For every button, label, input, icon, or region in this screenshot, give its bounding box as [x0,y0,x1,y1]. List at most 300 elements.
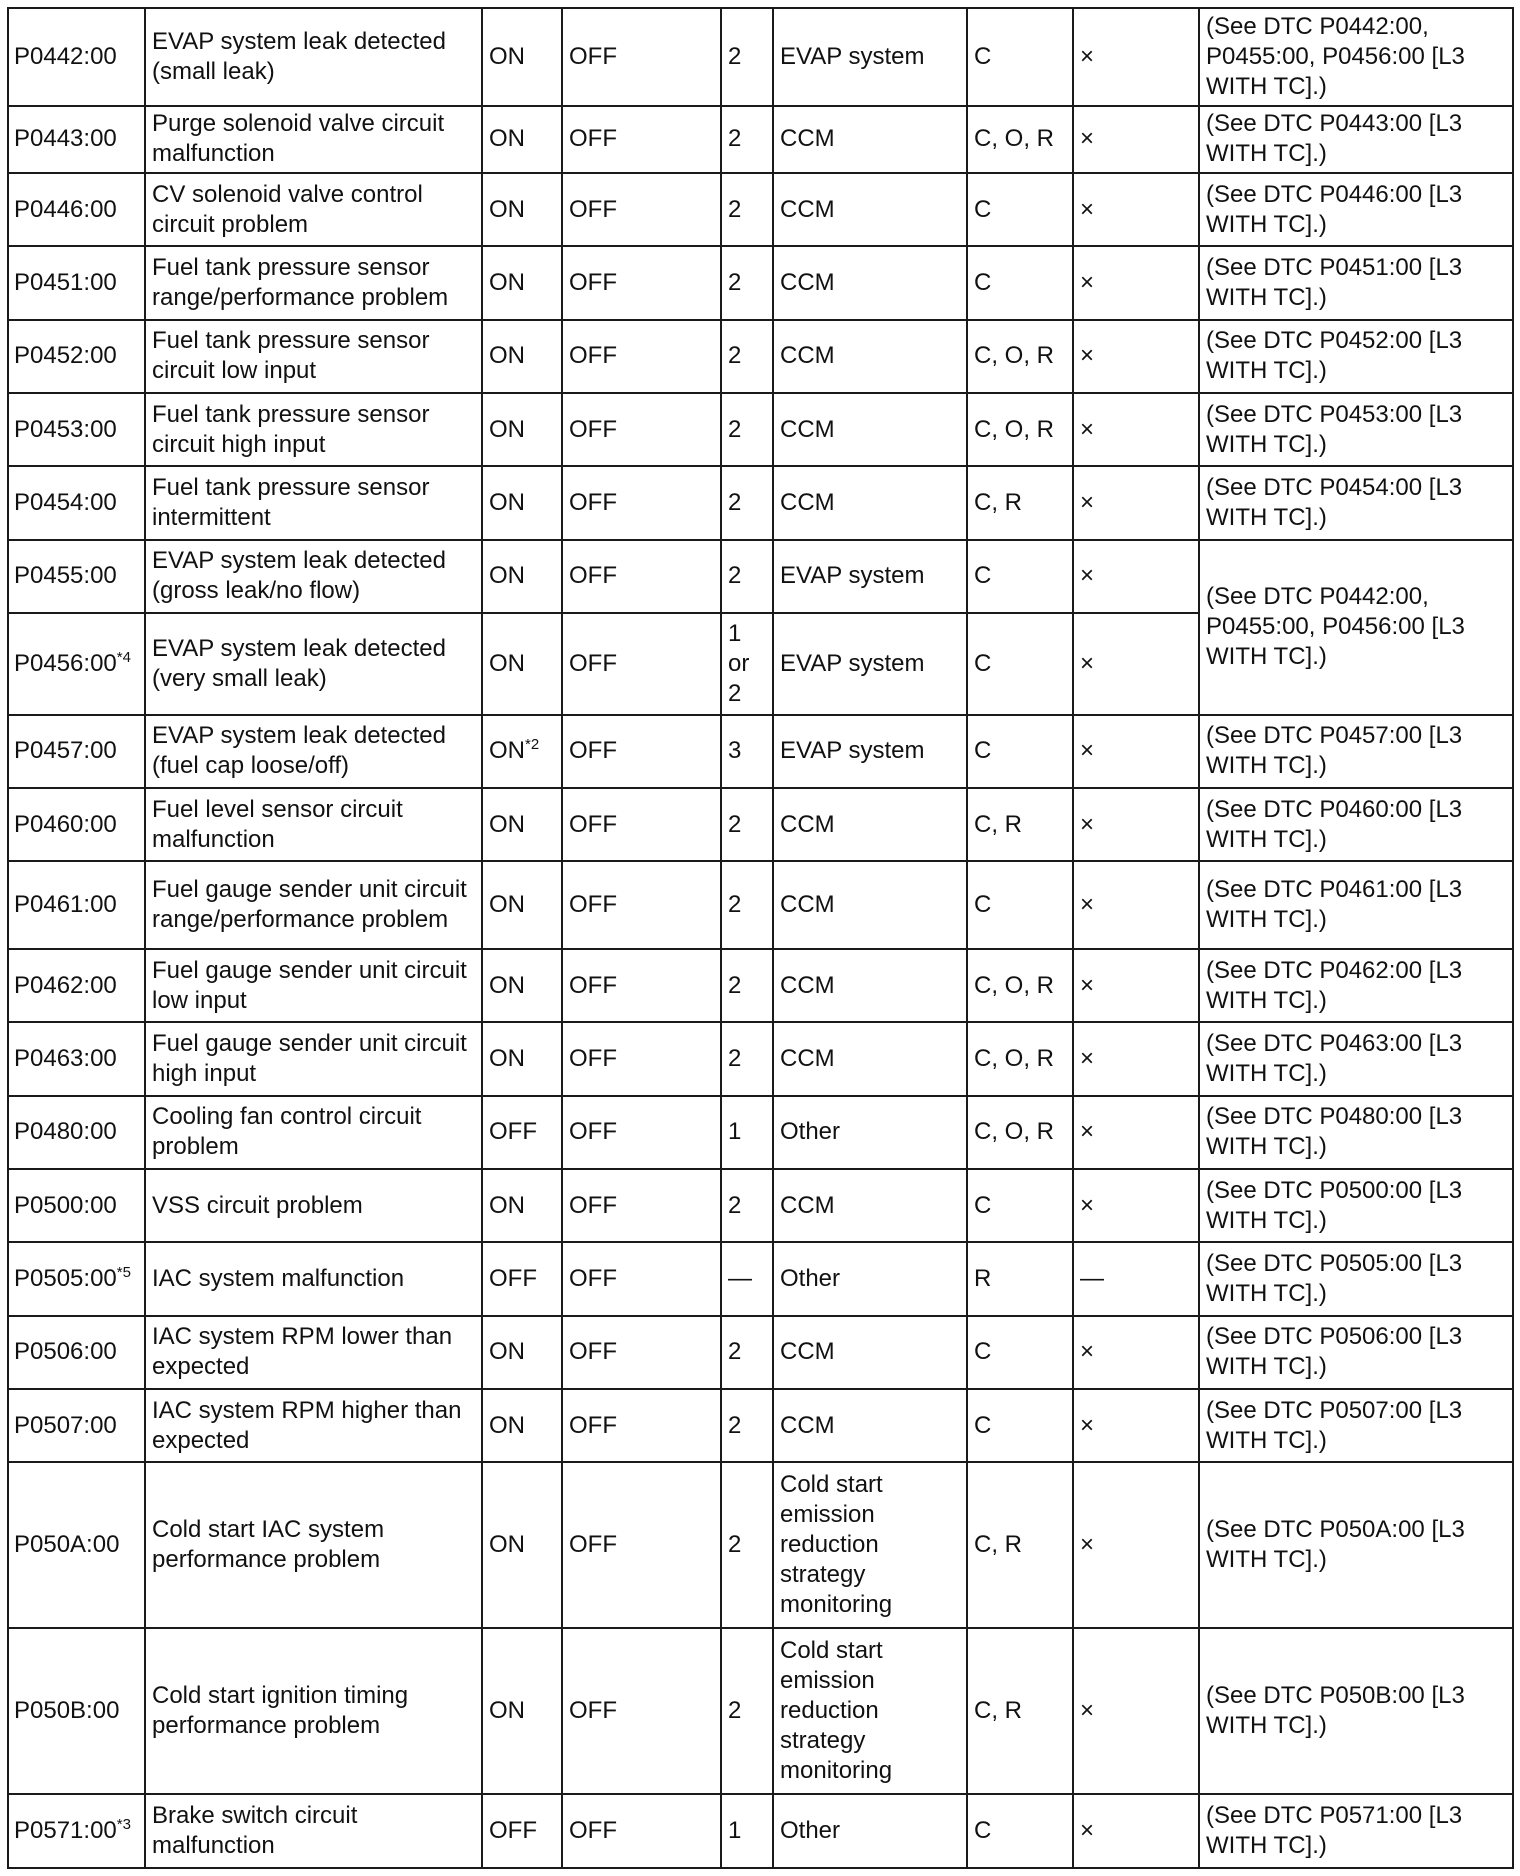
dtc-memory-type-cell [967,173,1073,246]
self-test-mark-cell [1073,613,1199,715]
dtc-description-cell [145,613,482,715]
mil-status: ON [489,415,525,443]
drive-cycle-count: 2 [728,488,742,516]
drive-cycle-count: 2 [728,971,742,999]
drive-cycle-count-cell [721,106,773,173]
drive-cycle-count-cell [721,1096,773,1169]
dtc-description: Purge solenoid valve circuit malfunction [152,110,445,168]
monitor-item: Cold start emission reduction strategy monitoring [780,1471,893,1619]
dtc-memory-type-cell [967,949,1073,1022]
dc-status: OFF [569,488,617,516]
self-test-mark: × [1080,415,1095,443]
dc-status: OFF [569,1338,617,1366]
dtc-code-cell [8,1096,145,1169]
self-test-mark: × [1080,891,1095,919]
dc-status: OFF [569,1045,617,1073]
monitor-item: CCM [780,268,835,296]
self-test-mark: × [1080,42,1095,70]
dtc-description-cell [145,949,482,1022]
mil-status-cell [482,861,562,949]
mil-status: ON [489,42,525,70]
monitor-item-cell [773,320,967,393]
dc-status: OFF [569,415,617,443]
dtc-memory-type: C [974,649,992,677]
dtc-description: IAC system RPM higher than expected [152,1396,462,1454]
dtc-code: P0455:00 [14,562,117,590]
monitor-item: CCM [780,125,835,153]
dtc-code-cell [8,1462,145,1628]
dtc-memory-type: C, R [974,810,1022,838]
reference-page-cell [1199,393,1513,466]
mil-status-cell [482,106,562,173]
dtc-description: Cooling fan control circuit problem [152,1103,422,1161]
self-test-mark-cell [1073,393,1199,466]
self-test-mark-cell [1073,1389,1199,1462]
self-test-mark: × [1080,562,1095,590]
dc-status-cell [562,393,721,466]
mil-status: ON [489,268,525,296]
table-row [8,1794,1513,1868]
table-row [8,540,1513,613]
self-test-mark: × [1080,268,1095,296]
table-row [8,949,1513,1022]
drive-cycle-count-cell [721,1462,773,1628]
dtc-code: P0443:00 [14,125,117,153]
mil-status: ON [489,971,525,999]
mil-status-cell [482,466,562,539]
dtc-description-cell [145,788,482,861]
table-row [8,715,1513,788]
reference-page: (See DTC P0451:00 [L3 WITH TC].) [1206,253,1463,311]
self-test-mark-cell [1073,949,1199,1022]
drive-cycle-count-cell [721,1389,773,1462]
mil-status: ON [489,1531,525,1559]
mil-status-cell [482,320,562,393]
monitor-item: Cold start emission reduction strategy monitoring [780,1637,893,1785]
dc-status-cell [562,1022,721,1095]
drive-cycle-count-cell [721,613,773,715]
drive-cycle-count-cell [721,540,773,613]
monitor-item: CCM [780,415,835,443]
table-row [8,320,1513,393]
self-test-mark: × [1080,1531,1095,1559]
self-test-mark: × [1080,737,1095,765]
self-test-mark: × [1080,810,1095,838]
dtc-table [7,7,1514,1869]
drive-cycle-count: 2 [728,1338,742,1366]
table-row [8,466,1513,539]
self-test-mark-cell [1073,540,1199,613]
reference-page: (See DTC P0480:00 [L3 WITH TC].) [1206,1103,1463,1161]
dc-status: OFF [569,562,617,590]
dc-status-cell [562,8,721,106]
reference-page-cell [1199,1462,1513,1628]
dc-status: OFF [569,1265,617,1293]
drive-cycle-count-cell [721,861,773,949]
mil-status: ON [489,195,525,223]
table-row [8,1096,1513,1169]
self-test-mark-cell [1073,861,1199,949]
dtc-description-cell [145,1462,482,1628]
dtc-description-cell [145,106,482,173]
dc-status: OFF [569,971,617,999]
dc-status: OFF [569,1411,617,1439]
dtc-memory-type-cell [967,1169,1073,1242]
dtc-code: P0446:00 [14,195,117,223]
monitor-item: CCM [780,1045,835,1073]
table-row [8,1242,1513,1315]
reference-page-cell [1199,173,1513,246]
dc-status-cell [562,246,721,319]
mil-status: ON [489,1411,525,1439]
self-test-mark-cell [1073,173,1199,246]
reference-page: (See DTC P0571:00 [L3 WITH TC].) [1206,1802,1463,1860]
reference-page-cell [1199,106,1513,173]
dtc-description: EVAP system leak detected (small leak) [152,27,446,85]
drive-cycle-count: 2 [728,891,742,919]
dtc-code-cell [8,613,145,715]
monitor-item-cell [773,466,967,539]
dtc-code-cell [8,106,145,173]
mil-status: ON [489,488,525,516]
drive-cycle-count-cell [721,1316,773,1389]
dtc-memory-type-cell [967,1316,1073,1389]
drive-cycle-count-cell [721,1242,773,1315]
drive-cycle-count: 2 [728,810,742,838]
reference-page: (See DTC P0463:00 [L3 WITH TC].) [1206,1030,1463,1088]
dtc-description-cell [145,1022,482,1095]
reference-page: (See DTC P0446:00 [L3 WITH TC].) [1206,180,1463,238]
dtc-memory-type-cell [967,1389,1073,1462]
reference-page: (See DTC P0454:00 [L3 WITH TC].) [1206,473,1463,531]
dc-status: OFF [569,891,617,919]
dtc-code: P050B:00 [14,1697,120,1725]
mil-status-cell [482,788,562,861]
self-test-mark-cell [1073,715,1199,788]
dtc-code-cell [8,320,145,393]
dtc-memory-type: C [974,1411,992,1439]
monitor-item-cell [773,106,967,173]
dtc-memory-type-cell [967,466,1073,539]
dtc-description: VSS circuit problem [152,1191,363,1219]
drive-cycle-count: 1 [728,1817,742,1845]
dtc-code: P0500:00 [14,1191,117,1219]
dtc-memory-type: C [974,737,992,765]
dtc-code-cell [8,1169,145,1242]
dtc-code: P0463:00 [14,1045,117,1073]
reference-page: (See DTC P050B:00 [L3 WITH TC].) [1206,1682,1465,1740]
reference-page: (See DTC P050A:00 [L3 WITH TC].) [1206,1516,1465,1574]
dtc-memory-type-cell [967,715,1073,788]
dtc-memory-type-cell [967,1462,1073,1628]
dtc-memory-type-cell [967,106,1073,173]
dtc-description-cell [145,320,482,393]
mil-status: ON [489,1338,525,1366]
dtc-code-cell [8,1022,145,1095]
drive-cycle-count: — [728,1265,752,1293]
reference-page-cell [1199,8,1513,106]
dtc-memory-type: C, R [974,1531,1022,1559]
table-row [8,1022,1513,1095]
self-test-mark-cell [1073,1628,1199,1794]
monitor-item-cell [773,246,967,319]
mil-status: ON [489,342,525,370]
mil-status-cell [482,540,562,613]
drive-cycle-count-cell [721,8,773,106]
table-row [8,1316,1513,1389]
monitor-item-cell [773,173,967,246]
drive-cycle-count: 2 [728,415,742,443]
mil-status-cell [482,393,562,466]
mil-status-cell [482,715,562,788]
monitor-item: EVAP system [780,737,925,765]
table-row [8,1462,1513,1628]
mil-status-cell [482,8,562,106]
self-test-mark: × [1080,1338,1095,1366]
self-test-mark: × [1080,971,1095,999]
reference-page-cell [1199,715,1513,788]
dc-status: OFF [569,1191,617,1219]
dc-status: OFF [569,737,617,765]
dtc-description-cell [145,1628,482,1794]
dtc-memory-type-cell [967,1096,1073,1169]
monitor-item-cell [773,1022,967,1095]
dc-status-cell [562,1389,721,1462]
table-row [8,8,1513,106]
monitor-item-cell [773,1169,967,1242]
dtc-description-cell [145,540,482,613]
mil-status-cell [482,1169,562,1242]
self-test-mark-cell [1073,466,1199,539]
monitor-item-cell [773,1794,967,1868]
dtc-description: Fuel tank pressure sensor circuit low input [152,327,430,385]
dc-status-cell [562,1316,721,1389]
monitor-item: Other [780,1118,841,1146]
reference-page: (See DTC P0500:00 [L3 WITH TC].) [1206,1176,1463,1234]
reference-page-cell [1199,320,1513,393]
self-test-mark: × [1080,649,1095,677]
table-row [8,1628,1513,1794]
monitor-item: Other [780,1265,841,1293]
dtc-code: P0506:00 [14,1338,117,1366]
mil-status: ON [489,125,525,153]
monitor-item: CCM [780,971,835,999]
dtc-description-cell [145,8,482,106]
reference-page-cell [1199,1169,1513,1242]
reference-page-cell [1199,246,1513,319]
drive-cycle-count-cell [721,246,773,319]
monitor-item: EVAP system [780,42,925,70]
dtc-table-body [8,8,1513,1868]
table-row [8,173,1513,246]
mil-status-cell [482,1794,562,1868]
self-test-mark: × [1080,1411,1095,1439]
monitor-item: CCM [780,488,835,516]
mil-status: ON [489,649,525,677]
drive-cycle-count-cell [721,949,773,1022]
monitor-item-cell [773,613,967,715]
mil-status: OFF [489,1817,537,1845]
dtc-code-cell [8,715,145,788]
dtc-memory-type-cell [967,1794,1073,1868]
drive-cycle-count: 1 or 2 [728,619,750,707]
dtc-description-cell [145,1169,482,1242]
monitor-item-cell [773,1096,967,1169]
dtc-description: IAC system RPM lower than expected [152,1323,453,1381]
self-test-mark-cell [1073,788,1199,861]
drive-cycle-count: 2 [728,42,742,70]
drive-cycle-count-cell [721,715,773,788]
dtc-description-cell [145,1389,482,1462]
dtc-description: EVAP system leak detected (very small leak) [152,634,446,692]
self-test-mark-cell [1073,1462,1199,1628]
dtc-description-cell [145,861,482,949]
dtc-description: Fuel gauge sender unit circuit high input [152,1030,467,1088]
monitor-item: CCM [780,1191,835,1219]
self-test-mark-cell [1073,320,1199,393]
reference-page-cell [1199,540,1513,715]
drive-cycle-count: 2 [728,342,742,370]
table-row [8,246,1513,319]
drive-cycle-count: 2 [728,1697,742,1725]
reference-page-cell [1199,1389,1513,1462]
dtc-code: P0461:00 [14,891,117,919]
dtc-code-cell [8,788,145,861]
dc-status-cell [562,173,721,246]
reference-page: (See DTC P0460:00 [L3 WITH TC].) [1206,795,1463,853]
self-test-mark-cell [1073,1022,1199,1095]
mil-status-cell [482,1022,562,1095]
dc-status-cell [562,788,721,861]
dc-status-cell [562,1462,721,1628]
dtc-code: P0454:00 [14,488,117,516]
mil-status: ON [489,737,525,765]
self-test-mark: × [1080,1817,1095,1845]
dtc-code: P050A:00 [14,1531,120,1559]
dc-status-cell [562,949,721,1022]
mil-status: OFF [489,1118,537,1146]
monitor-item-cell [773,788,967,861]
dtc-memory-type-cell [967,393,1073,466]
dtc-code: P0452:00 [14,342,117,370]
dtc-code-cell [8,540,145,613]
dtc-description: Fuel level sensor circuit malfunction [152,795,403,853]
self-test-mark-cell [1073,1316,1199,1389]
dc-status-cell [562,1794,721,1868]
dtc-memory-type-cell [967,861,1073,949]
table-row [8,106,1513,173]
dc-status-cell [562,613,721,715]
reference-page-cell [1199,1096,1513,1169]
dc-status: OFF [569,1817,617,1845]
monitor-item-cell [773,1242,967,1315]
mil-status-cell [482,1316,562,1389]
dtc-description: Brake switch circuit malfunction [152,1802,358,1860]
dtc-memory-type-cell [967,1628,1073,1794]
dc-status-cell [562,540,721,613]
dtc-description-cell [145,173,482,246]
dtc-description: CV solenoid valve control circuit problem [152,180,423,238]
dtc-memory-type: C, O, R [974,125,1055,153]
reference-page-cell [1199,466,1513,539]
dc-status-cell [562,1242,721,1315]
footnote-marker: *3 [116,1816,131,1834]
table-row [8,393,1513,466]
self-test-mark: × [1080,195,1095,223]
dtc-memory-type-cell [967,788,1073,861]
drive-cycle-count: 2 [728,1531,742,1559]
mil-status-cell [482,1462,562,1628]
monitor-item-cell [773,1316,967,1389]
drive-cycle-count-cell [721,1169,773,1242]
dtc-memory-type-cell [967,320,1073,393]
drive-cycle-count-cell [721,466,773,539]
mil-status-cell [482,949,562,1022]
dc-status: OFF [569,342,617,370]
dtc-code: P0505:00 [14,1265,117,1293]
reference-page-cell [1199,1628,1513,1794]
monitor-item: EVAP system [780,649,925,677]
dc-status-cell [562,106,721,173]
reference-page-cell [1199,788,1513,861]
monitor-item-cell [773,393,967,466]
dtc-description-cell [145,246,482,319]
drive-cycle-count: 2 [728,268,742,296]
table-row [8,788,1513,861]
dtc-code-cell [8,1628,145,1794]
self-test-mark-cell [1073,1169,1199,1242]
monitor-item-cell [773,8,967,106]
footnote-marker: *5 [116,1264,131,1282]
dtc-memory-type: C [974,562,992,590]
dtc-description: Fuel tank pressure sensor range/performance problem [152,253,449,311]
mil-status-cell [482,1628,562,1794]
dtc-memory-type-cell [967,8,1073,106]
dc-status: OFF [569,195,617,223]
footnote-marker: *4 [116,648,131,666]
dtc-code-cell [8,1794,145,1868]
dtc-description-cell [145,715,482,788]
self-test-mark: × [1080,1045,1095,1073]
drive-cycle-count: 2 [728,1045,742,1073]
dtc-description: IAC system malfunction [152,1265,405,1293]
dc-status: OFF [569,1531,617,1559]
mil-status: ON [489,810,525,838]
mil-status: ON [489,891,525,919]
self-test-mark: × [1080,1191,1095,1219]
dtc-memory-type: C, O, R [974,1045,1055,1073]
dc-status-cell [562,466,721,539]
dtc-description: Fuel tank pressure sensor circuit high input [152,400,430,458]
reference-page: (See DTC P0457:00 [L3 WITH TC].) [1206,722,1463,780]
dtc-code-cell [8,393,145,466]
monitor-item-cell [773,949,967,1022]
drive-cycle-count: 1 [728,1118,742,1146]
self-test-mark-cell [1073,106,1199,173]
dc-status: OFF [569,1118,617,1146]
dc-status-cell [562,320,721,393]
dtc-memory-type: C [974,1191,992,1219]
self-test-mark-cell [1073,1242,1199,1315]
monitor-item-cell [773,540,967,613]
table-row [8,1169,1513,1242]
reference-page: (See DTC P0442:00, P0455:00, P0456:00 [L3 WITH TC].) [1206,583,1465,671]
drive-cycle-count: 3 [728,737,742,765]
dtc-memory-type: C, R [974,1697,1022,1725]
reference-page: (See DTC P0442:00, P0455:00, P0456:00 [L3 WITH TC].) [1206,12,1465,100]
reference-page: (See DTC P0505:00 [L3 WITH TC].) [1206,1250,1463,1308]
reference-page: (See DTC P0461:00 [L3 WITH TC].) [1206,876,1463,934]
